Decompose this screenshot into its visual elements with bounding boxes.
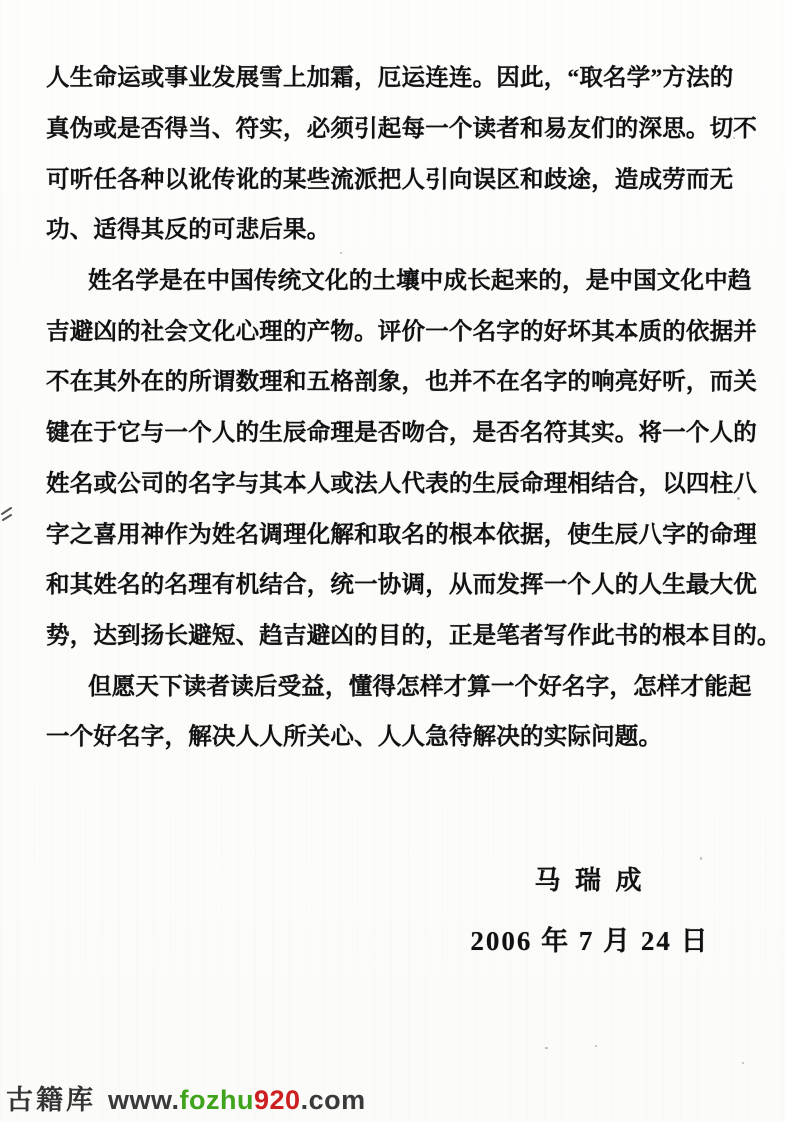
text-line: 一个好名字，解决人人所关心、人人急待解决的实际问题。 — [46, 724, 663, 751]
scan-speck — [595, 1045, 597, 1047]
watermark-url-www: www. — [108, 1085, 180, 1115]
text-line: 字之喜用神作为姓名调理化解和取名的根本依据，使生辰八字的命理 — [46, 521, 757, 548]
watermark-url-920: 920 — [254, 1085, 301, 1115]
body-text — [46, 50, 781, 760]
scan-edge-mark-icon — [0, 505, 14, 527]
author-signature: 马 瑞 成 — [534, 866, 646, 895]
scan-speck — [700, 857, 702, 860]
watermark-url-com: .com — [300, 1085, 366, 1115]
text-line: 真伪或是否得当、符实，必须引起每一个读者和易友们的深思。切不 — [46, 116, 757, 143]
scan-speck — [340, 252, 342, 254]
text-line: 键在于它与一个人的生辰命理是否吻合，是否名符其实。将一个人的 — [46, 420, 757, 447]
text-line: 姓名学是在中国传统文化的土壤中成长起来的，是中国文化中趋 — [88, 268, 752, 295]
signature-block — [420, 860, 760, 958]
scan-speck — [545, 1047, 548, 1049]
watermark — [6, 1078, 366, 1117]
scan-speck — [733, 137, 735, 139]
text-line: 势，达到扬长避短、趋吉避凶的目的，正是笔者写作此书的根本目的。 — [46, 622, 781, 649]
scan-speck — [742, 1062, 744, 1064]
scan-speck — [688, 928, 690, 930]
text-line: 不在其外在的所谓数理和五格剖象，也并不在名字的响亮好听，而关 — [46, 369, 757, 396]
text-line: 可听任各种以讹传讹的某些流派把人引向误区和歧途，造成劳而无 — [46, 166, 734, 193]
watermark-site-name: 古籍库 — [6, 1085, 96, 1115]
text-line: 功、适得其反的可悲后果。 — [46, 217, 331, 244]
date-line: 2006 年 7 月 24 日 — [470, 926, 710, 956]
text-line: 人生命运或事业发展雪上加霜，厄运连连。因此，“取名学”方法的 — [46, 65, 734, 92]
watermark-url-fozhu: fozhu — [179, 1085, 254, 1115]
text-line: 但愿天下读者读后受益，懂得怎样才算一个好名字，怎样才能起 — [88, 673, 752, 700]
text-line: 吉避凶的社会文化心理的产物。评价一个名字的好坏其本质的依据并 — [46, 318, 757, 345]
scan-speck — [737, 497, 740, 500]
text-line: 和其姓名的名理有机结合，统一协调，从而发挥一个人的人生最大优 — [46, 572, 757, 599]
text-line: 姓名或公司的名字与其本人或法人代表的生辰命理相结合，以四柱八 — [46, 470, 757, 497]
